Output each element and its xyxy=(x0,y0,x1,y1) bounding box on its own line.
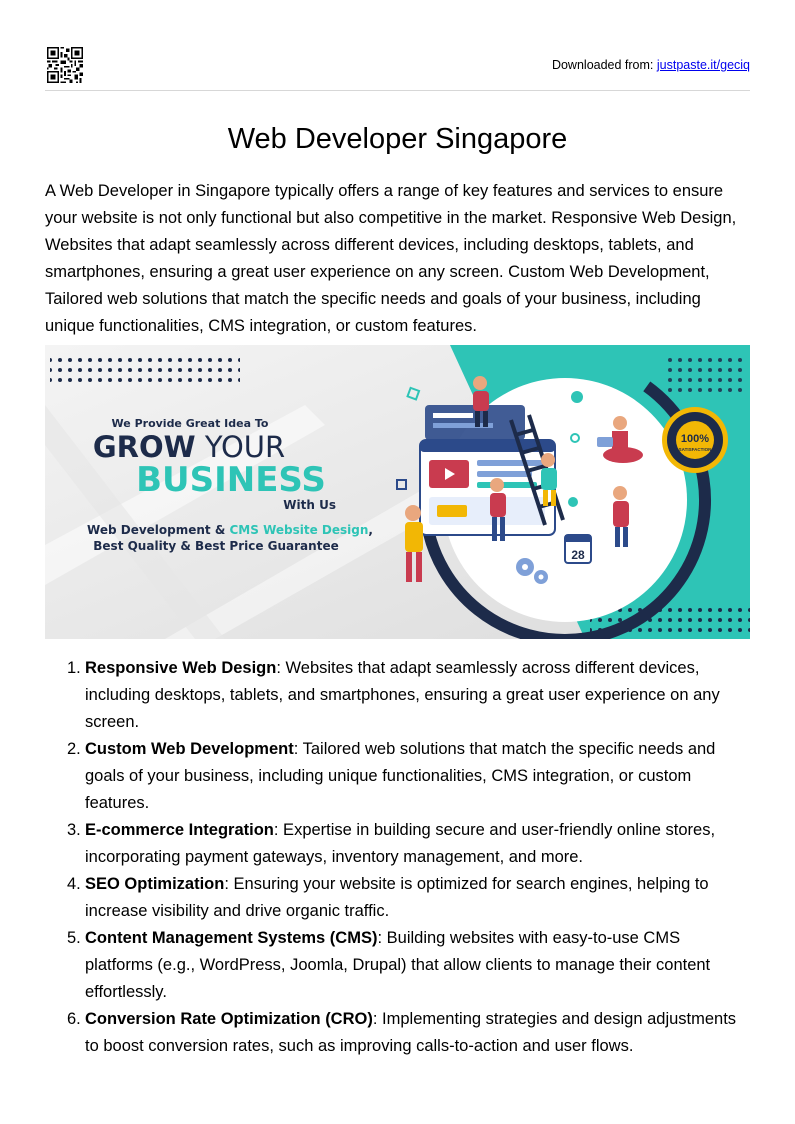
feature-description: : Tailored web solutions that match the specific needs and goals of your business, including unique functionalities, CMS integration, or custom features. xyxy=(85,740,716,812)
banner-line-1: Web Development & CMS Website Design, xyxy=(87,523,373,537)
banner-graphic xyxy=(45,345,750,639)
feature-title: Conversion Rate Optimization (CRO) xyxy=(85,1010,373,1028)
list-item: 6. Conversion Rate Optimization (CRO): Implementing strategies and design adjustments to boost conversion rates, such as improving calls-to-action and user flows. xyxy=(67,1010,737,1055)
feature-title: Content Management Systems (CMS) xyxy=(85,929,378,947)
feature-description: : Ensuring your website is optimized for search engines, helping to increase visibility and drive organic traffic. xyxy=(85,875,709,920)
feature-description: : Expertise in building secure and user-friendly online stores, incorporating payment gateways, inventory management, and more. xyxy=(85,821,716,866)
page-header xyxy=(45,45,750,91)
feature-description: : Implementing strategies and design adjustments to boost conversion rates, such as improving calls-to-action and user flows. xyxy=(85,1010,737,1055)
dot-pattern xyxy=(50,353,240,383)
satisfaction-badge xyxy=(662,407,728,473)
qr-code-icon xyxy=(47,47,83,83)
feature-list xyxy=(45,655,750,1060)
calendar-day: 28 xyxy=(571,548,585,562)
banner-with-us: With Us xyxy=(283,498,336,512)
calendar-icon xyxy=(565,535,591,563)
download-source-label: Downloaded from: xyxy=(551,58,654,72)
list-item: 3. E-commerce Integration: Expertise in building secure and user-friendly online stores, incorporating payment gateways, inventory management, and more. xyxy=(67,821,716,866)
source-link[interactable]: justpaste.it/geciq xyxy=(656,58,750,72)
feature-title: Responsive Web Design xyxy=(85,659,277,677)
feature-description: : Websites that adapt seamlessly across different devices, including desktops, tablets, and smartphones, ensuring a great user experience on any screen. xyxy=(85,659,720,731)
intro-paragraph: A Web Developer in Singapore typically offers a range of key features and services to ensure your website is not only functional but also competitive in the market. Responsive Web Design, Websites that adapt seamlessly across different devices, including desktops, tablets, and smartphones, ensuring a great user experience on any screen. Custom Web Development, Tailored web solutions that match the specific needs and goals of your business, including unique functionalities, CMS integration, or custom features. xyxy=(45,182,737,335)
banner-headline: GROW YOUR xyxy=(92,430,286,464)
feature-description: : Building websites with easy-to-use CMS platforms (e.g., WordPress, Joomla, Drupal) that allow clients to manage their content effortlessly. xyxy=(85,929,711,1001)
promo-banner xyxy=(45,345,750,639)
banner-line-2: Best Quality & Best Price Guarantee xyxy=(93,539,339,553)
list-item: 5. Content Management Systems (CMS): Building websites with easy-to-use CMS platforms (e.g., WordPress, Joomla, Drupal) that allow clients to manage their content effortlessly. xyxy=(67,929,711,1001)
feature-title: Custom Web Development xyxy=(85,740,294,758)
banner-kicker: We Provide Great Idea To xyxy=(111,417,269,430)
list-item: 1. Responsive Web Design: Websites that adapt seamlessly across different devices, including desktops, tablets, and smartphones, ensuring a great user experience on any screen. xyxy=(67,659,720,731)
banner-business: BUSINESS xyxy=(136,460,326,500)
badge-label: SATISFACTION xyxy=(678,447,712,452)
list-item: 2. Custom Web Development: Tailored web solutions that match the specific needs and goals of your business, including unique functionalities, CMS integration, or custom features. xyxy=(67,740,716,812)
page-title: Web Developer Singapore xyxy=(227,123,568,155)
feature-title: SEO Optimization xyxy=(85,875,225,893)
download-source xyxy=(552,58,750,72)
list-item: 4. SEO Optimization: Ensuring your website is optimized for search engines, helping to increase visibility and drive organic traffic. xyxy=(67,875,709,920)
badge-percent: 100% xyxy=(680,433,710,445)
feature-title: E-commerce Integration xyxy=(85,821,274,839)
